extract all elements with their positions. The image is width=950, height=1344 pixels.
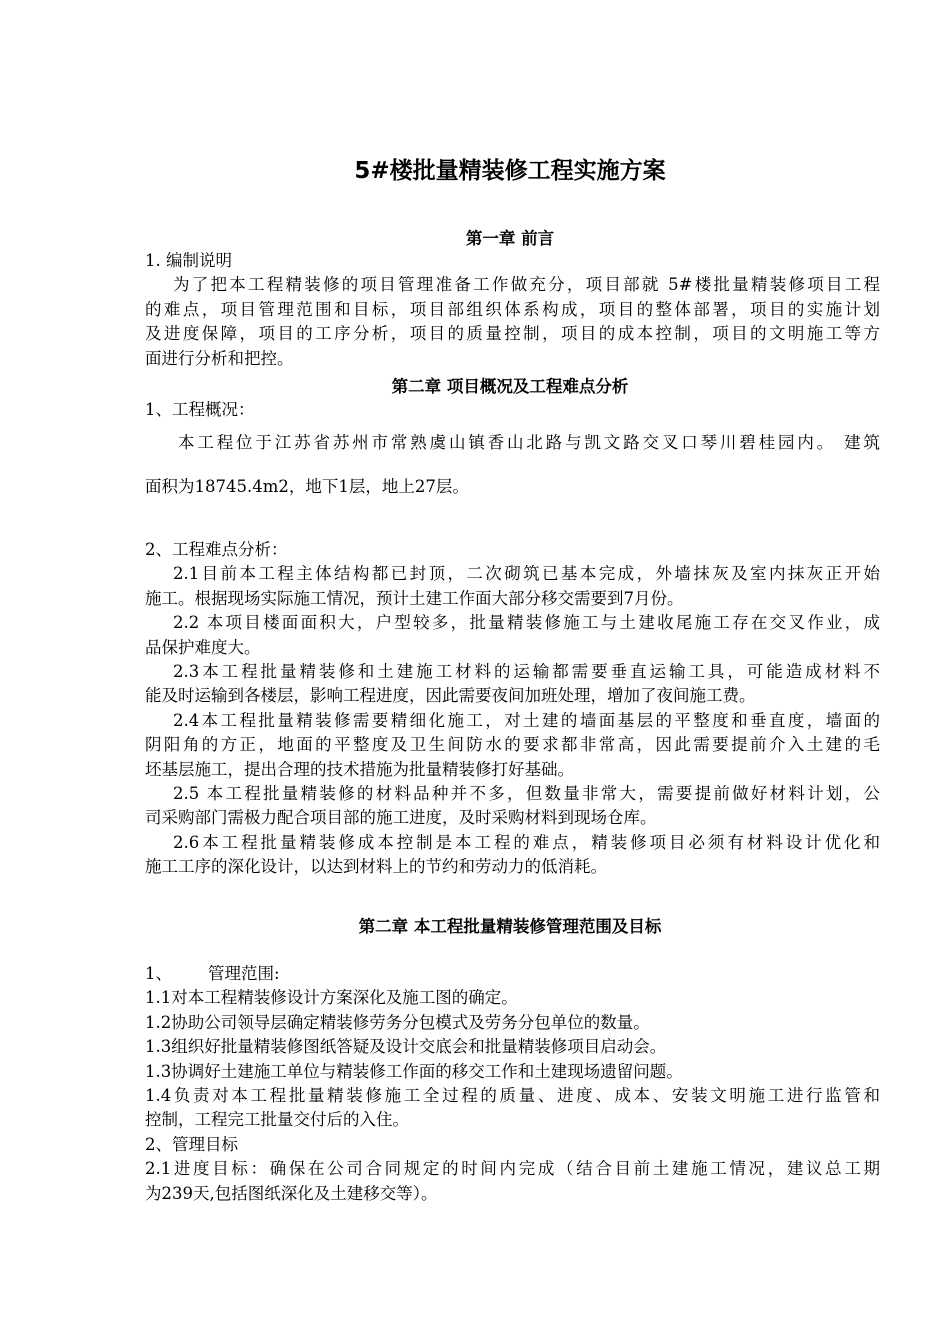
section-heading: 2、管理目标 <box>145 1134 238 1154</box>
paragraph-line: 本工程位于江苏省苏州市常熟虞山镇香山北路与凯文路交叉口琴川碧桂园内。 建筑 <box>178 433 880 452</box>
list-item-line: 为239天,包括图纸深化及土建移交等）。 <box>145 1183 438 1203</box>
paragraph-line: 及进度保障，项目的工序分析，项目的质量控制，项目的成本控制，项目的文明施工等方 <box>145 324 880 344</box>
chapter-3-heading: 第二章 本工程批量精装修管理范围及目标 <box>358 917 662 936</box>
list-item-line: 2.3本工程批量精装修和土建施工材料的运输都需要垂直运输工具，可能造成材料不 <box>173 661 880 681</box>
list-item-line: 能及时运输到各楼层，影响工程进度，因此需要夜间加班处理，增加了夜间施工费。 <box>145 686 756 706</box>
list-item-line: 司采购部门需极力配合项目部的施工进度，及时采购材料到现场仓库。 <box>145 808 657 828</box>
chapter-1-body <box>145 249 880 371</box>
paragraph-line: 面进行分析和把控。 <box>145 348 294 368</box>
list-item-line: 2.6本工程批量精装修成本控制是本工程的难点，精装修项目必须有材料设计优化和 <box>173 832 880 852</box>
list-item-line: 品保护难度大。 <box>145 637 261 657</box>
chapter-2-heading: 第二章 项目概况及工程难点分析 <box>391 377 629 396</box>
list-item-line: 1.3组织好批量精装修图纸答疑及设计交底会和批量精装修项目启动会。 <box>145 1037 667 1057</box>
list-item-line: 2.2 本项目楼面面积大，户型较多，批量精装修施工与土建收尾施工存在交叉作业，成 <box>173 613 880 633</box>
list-item-line: 阴阳角的方正，地面的平整度及卫生间防水的要求都非常高，因此需要提前介入土建的毛 <box>145 735 880 755</box>
paragraph-line: 为了把本工程精装修的项目管理准备工作做充分，项目部就 5#楼批量精装修项目工程 <box>173 275 880 295</box>
section-heading: 1、工程概况： <box>145 400 255 419</box>
difficulty-analysis <box>145 538 880 879</box>
paragraph-line: 的难点，项目管理范围和目标，项目部组织体系构成，项目的整体部署，项目的实施计划 <box>145 299 880 319</box>
list-item-line: 坯基层施工，提出合理的技术措施为批量精装修打好基础。 <box>145 759 574 779</box>
section-number: 1、 <box>145 964 172 983</box>
section-heading: 2、工程难点分析： <box>145 540 288 559</box>
management-scope <box>145 962 880 1206</box>
project-overview <box>145 398 880 422</box>
list-item-line: 1.1对本工程精装修设计方案深化及施工图的确定。 <box>145 988 518 1008</box>
list-item-line: 控制，工程完工批量交付后的入住。 <box>145 1110 409 1130</box>
chapter-1-heading: 第一章 前言 <box>465 229 555 248</box>
list-item-line: 2.1进度目标：确保在公司合同规定的时间内完成（结合目前土建施工情况，建议总工期 <box>145 1159 880 1179</box>
overview-text <box>145 421 880 509</box>
list-item-line: 1.2协助公司领导层确定精装修劳务分包模式及劳务分包单位的数量。 <box>145 1012 650 1032</box>
list-item-line: 2.1目前本工程主体结构都已封顶，二次砌筑已基本完成，外墙抹灰及室内抹灰正开始 <box>173 564 880 584</box>
list-item-line: 施工。根据现场实际施工情况，预计土建工作面大部分移交需要到7月份。 <box>145 588 684 608</box>
list-item-line: 2.4本工程批量精装修需要精细化施工，对土建的墙面基层的平整度和垂直度，墙面的 <box>173 710 880 730</box>
paragraph-line: 面积为18745.4m2，地下1层，地上27层。 <box>145 477 469 496</box>
list-item-line: 1.3协调好土建施工单位与精装修工作面的移交工作和土建现场遗留问题。 <box>145 1061 683 1081</box>
list-item-line: 1.4负责对本工程批量精装修施工全过程的质量、进度、成本、安装文明施工进行监管和 <box>145 1085 880 1105</box>
list-item-line: 施工工序的深化设计，以达到材料上的节约和劳动力的低消耗。 <box>145 857 607 877</box>
section-heading: 1. 编制说明 <box>145 251 232 270</box>
section-heading <box>145 962 880 986</box>
section-label: 管理范围: <box>208 964 280 983</box>
document-title: 5#楼批量精装修工程实施方案 <box>354 158 666 184</box>
list-item-line: 2.5 本工程批量精装修的材料品种并不多，但数量非常大，需要提前做好材料计划，公 <box>173 783 880 803</box>
